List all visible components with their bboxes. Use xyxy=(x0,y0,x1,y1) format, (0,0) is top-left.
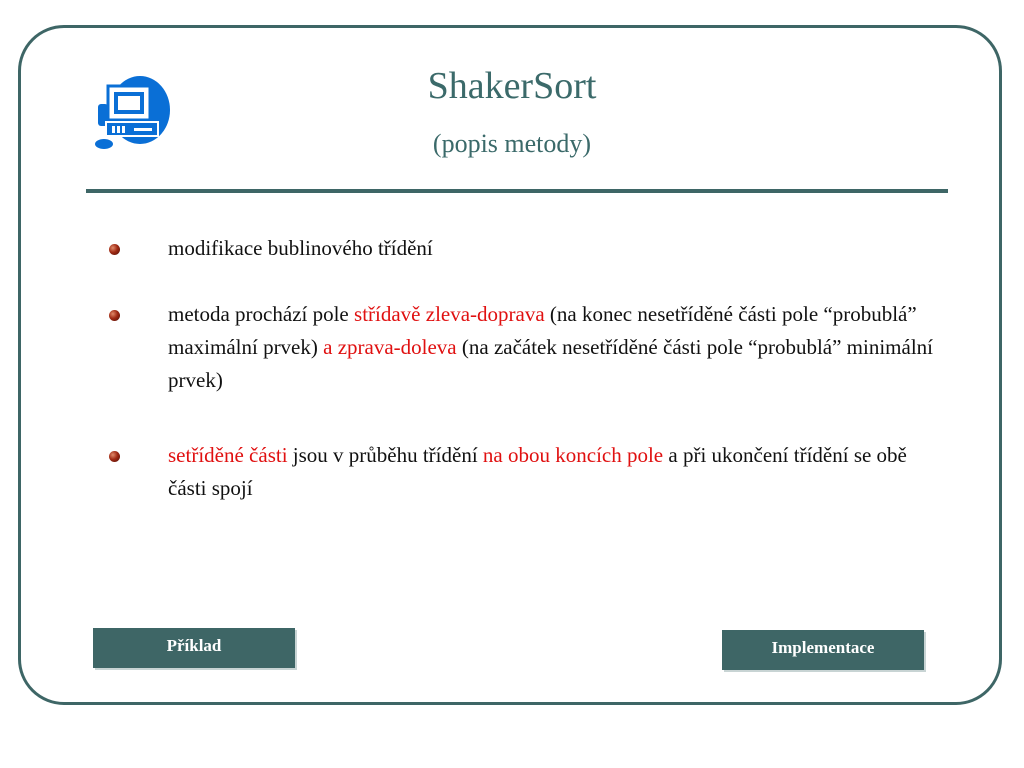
bullet-list xyxy=(104,232,944,538)
highlight-text: setříděné části xyxy=(168,443,288,467)
slide-title: ShakerSort xyxy=(427,65,597,107)
bullet-item-2 xyxy=(104,298,944,397)
implementation-button[interactable]: Implementace xyxy=(722,630,924,670)
bullet-item-3 xyxy=(104,439,944,505)
highlight-text: střídavě zleva-doprava xyxy=(354,302,545,326)
bullet-text: jsou v průběhu třídění xyxy=(287,443,483,467)
bullet-dot-icon xyxy=(109,451,120,462)
title-divider xyxy=(86,189,948,193)
bullet-item-1 xyxy=(104,232,944,265)
bullet-text: modifikace bublinového třídění xyxy=(168,236,433,260)
bullet-text: metoda prochází pole xyxy=(168,302,355,326)
bullet-text: (na konec nesetříděné části pole “probublá” maximální prvek) xyxy=(168,302,917,359)
highlight-text: a zprava-doleva xyxy=(323,335,457,359)
bullet-text: (na začátek nesetříděné části pole “probublá” minimální prvek) xyxy=(168,335,934,392)
highlight-text: na obou koncích pole xyxy=(482,443,664,467)
bullet-text: a při ukončení třídění se obě části spojí xyxy=(168,443,907,500)
bullet-dot-icon xyxy=(109,310,120,321)
bullet-dot-icon xyxy=(109,244,120,255)
slide-subtitle: (popis metody) xyxy=(432,129,592,158)
example-button[interactable]: Příklad xyxy=(93,628,295,668)
